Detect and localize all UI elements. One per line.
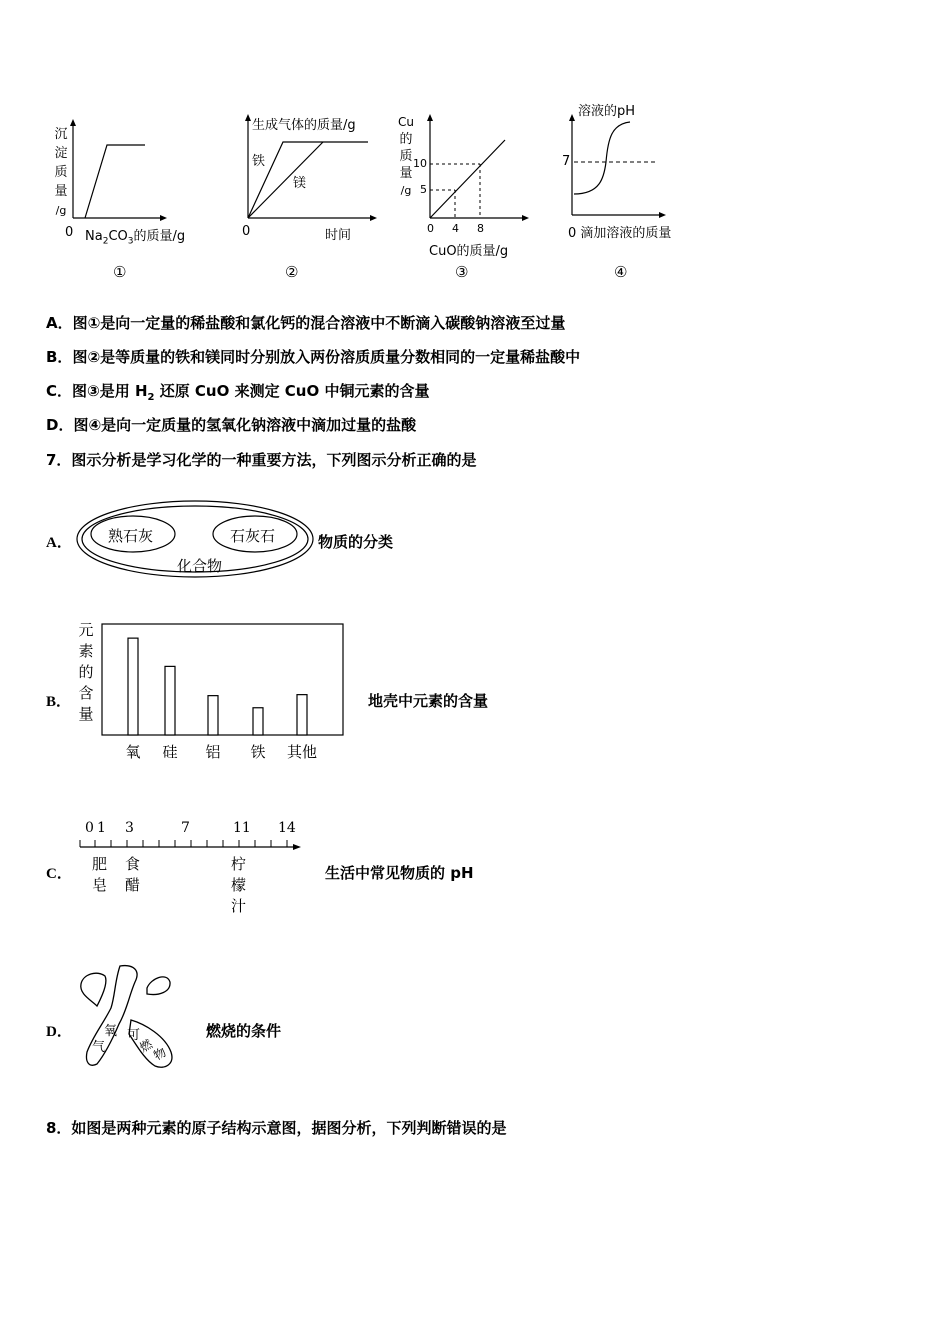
figure-1 (45, 115, 205, 285)
tick-3: 3 (125, 820, 134, 836)
fire-diagram (75, 962, 185, 1074)
q7-option-a-letter[interactable]: A． (46, 535, 72, 551)
option-text: 图③是用 H (72, 382, 148, 400)
y-label-char: 质 (54, 165, 68, 180)
tick-10: 10 (413, 157, 427, 170)
option-letter: A． (46, 314, 73, 332)
bar-label-2: 铝 (205, 743, 221, 761)
option-text: 图①是向一定量的稀盐酸和氯化钙的混合溶液中不断滴入碳酸钠溶液至过量 (72, 314, 566, 332)
option-letter: D． (46, 416, 74, 434)
item-char: 肥 (92, 855, 108, 873)
ph-number-line (75, 818, 315, 923)
item-vinegar (125, 854, 140, 896)
figure-4-xlabel: 0 滴加溶液的质量 (568, 226, 672, 241)
figure-3-xlabel: CuO的质量/g (429, 244, 509, 259)
y-label-char: 元 (78, 621, 94, 639)
q7-stem: 7．图示分析是学习化学的一种重要方法，下列图示分析正确的是 (46, 451, 477, 469)
label-slaked-lime: 熟石灰 (108, 527, 154, 545)
xlabel-part: CO (108, 229, 128, 244)
element-content-chart (75, 620, 355, 765)
figure-1-xlabel (85, 225, 185, 247)
figure-2 (238, 110, 388, 285)
figure-4 (560, 98, 710, 288)
y-label-char: /g (400, 184, 412, 197)
bar-label-4: 其他 (286, 743, 318, 761)
q6-option-b[interactable] (46, 346, 580, 367)
bar-label-1: 硅 (162, 743, 178, 761)
y-label-char: 量 (399, 166, 413, 181)
y-label-char: 含 (78, 684, 94, 702)
bar-3 (253, 708, 263, 735)
q6-option-c[interactable] (46, 380, 429, 403)
petal-char: 气 (92, 1040, 106, 1055)
tick-7: 7 (181, 820, 190, 836)
figure-4-ylabel: 溶液的pH (578, 104, 636, 119)
q7-d-caption: 燃烧的条件 (206, 1022, 282, 1040)
xlabel-sub: 3 (127, 236, 134, 247)
option-text: 图④是向一定质量的氢氧化钠溶液中滴加过量的盐酸 (73, 416, 417, 434)
y-label-char: 量 (78, 705, 94, 723)
y-label-char: /g (55, 204, 67, 217)
item-soap (92, 854, 107, 896)
item-char: 食 (125, 855, 141, 873)
label-oxygen (92, 1024, 117, 1056)
y-label-char: 的 (78, 663, 94, 681)
y-label-char: 沉 (54, 127, 68, 142)
y-label-char: 的 (399, 132, 413, 147)
bar-2 (208, 696, 218, 735)
figure-2-number: ② (285, 263, 299, 281)
bar-label-3: 铁 (250, 743, 266, 761)
figure-2-svg (238, 110, 388, 285)
q7-a-caption: 物质的分类 (318, 533, 394, 551)
figure-2-xlabel: 时间 (325, 228, 352, 243)
item-char: 檬 (231, 876, 247, 894)
bar-4 (297, 695, 307, 735)
tick-14: 14 (278, 820, 296, 836)
figure-3-number: ③ (455, 263, 469, 281)
petal-char: 物 (151, 1044, 169, 1064)
tick-11: 11 (233, 820, 251, 836)
line-label-magnesium: 镁 (293, 176, 307, 191)
xlabel-part: 的质量/g (133, 229, 186, 244)
q6-option-d[interactable] (46, 414, 416, 435)
option-text: 图②是等质量的铁和镁同时分别放入两份溶质质量分数相同的一定量稀盐酸中 (72, 348, 581, 366)
figure-1-ylabel (51, 125, 71, 220)
line-label-iron: 铁 (252, 154, 266, 169)
item-char: 皂 (92, 876, 108, 894)
classification-diagram (75, 498, 320, 583)
tick-x0: 0 (427, 222, 434, 235)
figure-1-origin: 0 (65, 225, 74, 240)
label-ke: 可 (127, 1028, 141, 1043)
label-compound: 化合物 (177, 557, 223, 575)
tick-5: 5 (420, 183, 427, 196)
petal-char: 氧 (104, 1024, 118, 1039)
figure-3 (395, 110, 545, 285)
bar-0 (128, 638, 138, 735)
tick-x4: 4 (452, 222, 459, 235)
q6-option-a[interactable] (46, 312, 565, 333)
bar-label-0: 氧 (125, 743, 141, 761)
y-label-char: 素 (78, 642, 94, 660)
q7-b-caption: 地壳中元素的含量 (368, 692, 489, 710)
figure-2-origin: 0 (242, 224, 251, 239)
figure-2-ylabel: 生成气体的质量/g (252, 118, 356, 133)
item-char: 汁 (231, 897, 247, 915)
item-char: 醋 (125, 876, 141, 894)
item-lemon-juice (231, 854, 246, 917)
figure-4-number: ④ (614, 263, 628, 281)
label-limestone: 石灰石 (230, 527, 276, 545)
item-char: 柠 (231, 855, 247, 873)
tick-ph7: 7 (562, 154, 571, 169)
xlabel-sub: 2 (102, 236, 109, 247)
y-label-char: 淀 (54, 146, 68, 161)
option-letter: C． (46, 382, 73, 400)
xlabel-part: Na (85, 229, 103, 244)
option-letter: B． (46, 348, 73, 366)
tick-x8: 8 (477, 222, 484, 235)
petal-char: 燃 (137, 1036, 155, 1056)
q8-stem: 8．如图是两种元素的原子结构示意图，据图分析，下列判断错误的是 (46, 1119, 507, 1137)
y-label-char: Cu (398, 115, 414, 129)
bar-1 (165, 666, 175, 735)
y-label-char: 质 (399, 149, 413, 164)
tick-0: 0 (85, 820, 94, 836)
option-sub: 2 (147, 392, 155, 403)
bar-chart-svg (75, 620, 355, 765)
q7-option-d-letter[interactable]: D． (46, 1024, 72, 1040)
figure-4-svg (560, 98, 710, 288)
y-label-char: 量 (54, 184, 68, 199)
option-text: 还原 CuO 来测定 CuO 中铜元素的含量 (154, 382, 430, 400)
tick-1: 1 (97, 820, 106, 836)
q7-option-c-letter[interactable]: C． (46, 866, 72, 882)
q7-option-b-letter[interactable]: B． (46, 694, 72, 710)
q7-c-caption: 生活中常见物质的 pH (325, 864, 474, 882)
figure-1-number: ① (113, 263, 127, 281)
chart-ylabel (75, 620, 97, 725)
